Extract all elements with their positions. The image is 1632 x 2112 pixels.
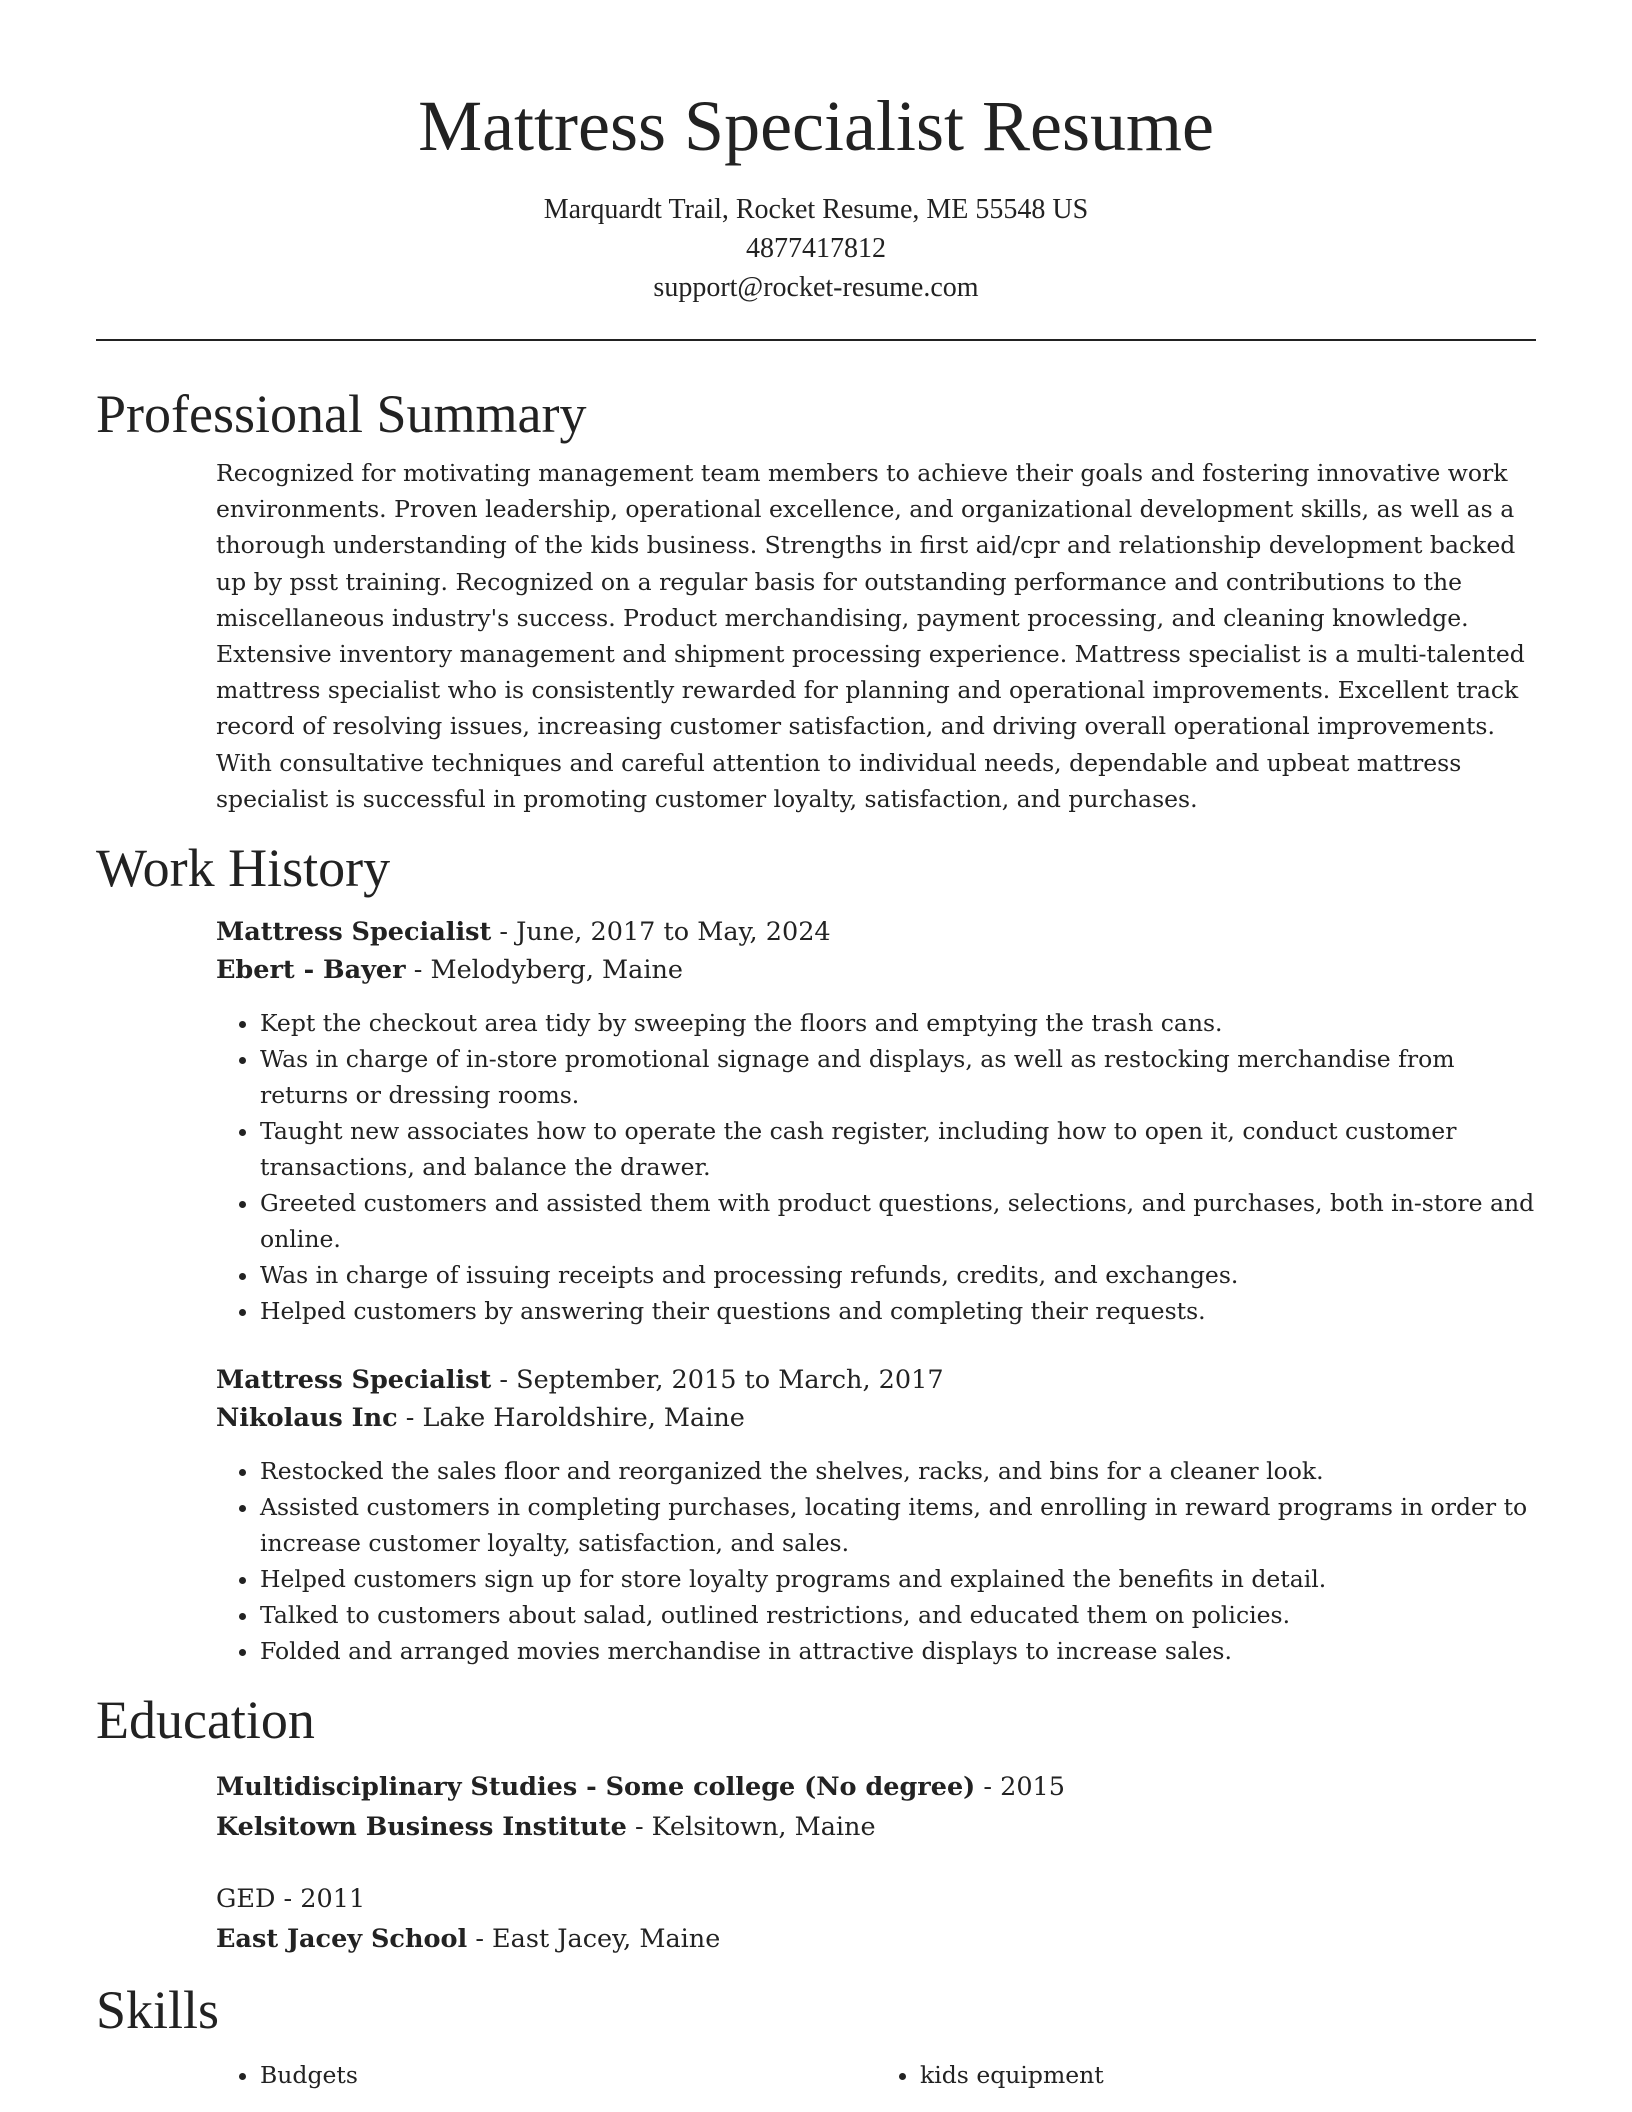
job-bullets [216,1005,1536,1329]
job-bullets [216,1453,1536,1669]
job-bullet: • Greeted customers and assisted them with product questions, selections, and purchases, both in-store and online. [260,1185,1536,1257]
job-bullet: • Kept the checkout area tidy by sweeping the floors and emptying the trash cans. [260,1005,1536,1041]
education-separator: - [983,1772,1001,1803]
education-degree-line [216,1767,1536,1807]
job-dates: September, 2015 to March, 2017 [516,1365,944,1396]
job-location: Lake Haroldshire, Maine [422,1403,745,1434]
resume-page [96,0,1536,2093]
skill-item: • kids equipment [920,2057,1536,2093]
job-title: Mattress Specialist [216,1365,492,1396]
education-year: 2011 [300,1884,366,1915]
job-company: Ebert - Bayer [216,955,406,986]
job-bullet: • Taught new associates how to operate the cash register, including how to open it, conduct customer transactions, and balance the drawer. [260,1113,1536,1185]
resume-title: Mattress Specialist Resume [418,86,1214,166]
education-body [216,1767,1536,1959]
job-bullet: • Folded and arranged movies merchandise in attractive displays to increase sales. [260,1633,1536,1669]
contact-email: support@rocket-resume.com [653,272,979,303]
education-degree: Multidisciplinary Studies - Some college (No degree) [216,1772,976,1803]
job-dates: June, 2017 to May, 2024 [516,917,831,948]
skills-column-left [216,2057,876,2093]
education-separator: - [475,1924,493,1955]
summary-text: Recognized for motivating management team members to achieve their goals and fostering innovative work environments. Proven leadership, operational excellence, and organizational development skills, as well as a thorough understanding of the kids business. Strengths in first aid/cpr and relationship development backed up by psst training. Recognized on a regular basis for outstanding performance and contributions to the miscellaneous industry's success. Product merchandising, payment processing, and cleaning knowledge. Extensive inventory management and shipment processing experience. Mattress specialist is a multi-talented mattress specialist who is consistently rewarded for planning and operational improvements. Excellent track record of resolving issues, increasing customer satisfaction, and driving overall operational improvements. With consultative techniques and careful attention to individual needs, dependable and upbeat mattress specialist is successful in promoting customer loyalty, satisfaction, and purchases. [216,459,1525,813]
job-company-line [216,951,1536,989]
resume-header [96,0,1536,307]
education-school-line [216,1807,1536,1847]
skills-section [96,1977,1536,2093]
job-title-line [216,913,1536,951]
job-bullet: • Assisted customers in completing purchases, locating items, and enrolling in reward programs in order to increase customer loyalty, satisfaction, and sales. [260,1489,1536,1561]
education-degree: GED [216,1884,276,1915]
education-heading: Education [96,1690,315,1751]
work-history-heading: Work History [96,838,391,899]
job-title-line [216,1361,1536,1399]
job-title: Mattress Specialist [216,917,492,948]
summary-section [96,381,1536,817]
job-company: Nikolaus Inc [216,1403,398,1434]
education-year: 2015 [1000,1772,1065,1803]
education-school: Kelsitown Business Institute [216,1812,627,1843]
job-separator: - [405,1403,423,1434]
work-history-section [96,835,1536,1669]
education-school-line [216,1919,1536,1959]
job-entry [216,1361,1536,1669]
education-location: East Jacey, Maine [492,1924,721,1955]
skill-item: • Budgets [260,2057,876,2093]
skills-heading: Skills [96,1980,220,2041]
job-bullet: • Restocked the sales floor and reorganized the shelves, racks, and bins for a cleaner look. [260,1453,1536,1489]
job-bullet: • Talked to customers about salad, outlined restrictions, and educated them on policies. [260,1597,1536,1633]
education-entry [216,1767,1536,1847]
job-bullet: • Was in charge of in-store promotional signage and displays, as well as restocking merchandise from returns or dressing rooms. [260,1041,1536,1113]
job-location: Melodyberg, Maine [430,955,684,986]
job-separator: - [499,917,517,948]
job-separator: - [413,955,431,986]
job-bullet: • Helped customers by answering their questions and completing their requests. [260,1293,1536,1329]
contact-info [96,190,1536,307]
job-bullet: • Was in charge of issuing receipts and processing refunds, credits, and exchanges. [260,1257,1536,1293]
education-separator: - [634,1812,652,1843]
education-location: Kelsitown, Maine [651,1812,876,1843]
skills-grid [216,2057,1536,2093]
education-entry [216,1879,1536,1959]
work-history-body [216,913,1536,1669]
job-separator: - [499,1365,517,1396]
job-entry [216,913,1536,1329]
skills-column-right [876,2057,1536,2093]
job-bullet: • Helped customers sign up for store loyalty programs and explained the benefits in detail. [260,1561,1536,1597]
education-degree-line [216,1879,1536,1919]
education-school: East Jacey School [216,1924,468,1955]
header-divider [96,339,1536,341]
contact-phone: 4877417812 [746,233,886,264]
contact-address: Marquardt Trail, Rocket Resume, ME 55548 US [543,194,1089,225]
skills-body [216,2057,1536,2093]
summary-heading: Professional Summary [96,384,587,444]
job-company-line [216,1399,1536,1437]
education-separator: - [283,1884,301,1915]
education-section [96,1687,1536,1959]
summary-body [216,455,1536,817]
